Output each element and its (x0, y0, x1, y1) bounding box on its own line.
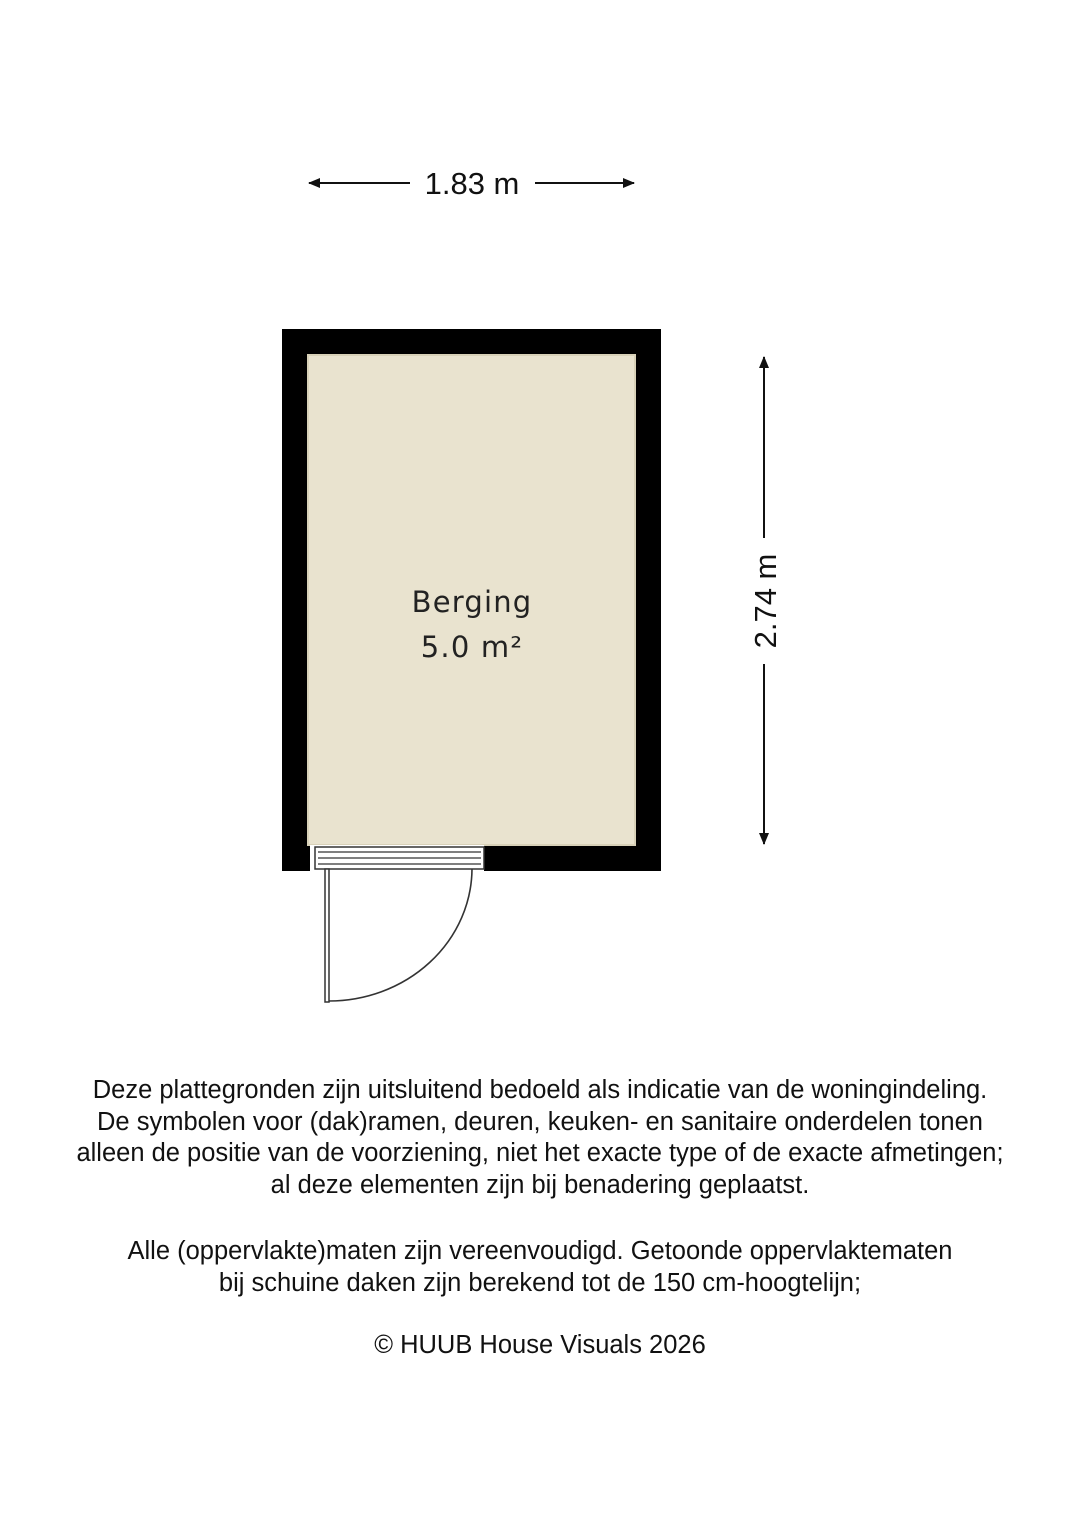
height-dimension-label: 2.74 m (748, 553, 783, 649)
copyright-text: © HUUB House Visuals 2026 (374, 1331, 706, 1359)
disclaimer-paragraph-2 (0, 1236, 1080, 1299)
door-swing-arc (329, 869, 472, 1001)
disclaimer-line: De symbolen voor (dak)ramen, deuren, keuken- en sanitaire onderdelen tonen (97, 1107, 983, 1136)
disclaimer-line: Deze plattegronden zijn uitsluitend bedoeld als indicatie van de woningindeling. (92, 1076, 988, 1104)
height-dimension (748, 357, 783, 844)
disclaimer-line: al deze elementen zijn bij benadering geplaatst. (270, 1170, 810, 1199)
disclaimer-paragraph-1 (0, 1075, 1080, 1201)
width-dimension (309, 166, 634, 201)
room-name: Berging (411, 585, 533, 619)
width-dimension-label: 1.83 m (424, 166, 520, 201)
disclaimer-line: alleen de positie van de voorziening, niet het exacte type of de exacte afmetingen; (76, 1139, 1004, 1167)
door-leaf (325, 869, 329, 1002)
copyright-notice (0, 1330, 1080, 1362)
disclaimer-line: Alle (oppervlakte)maten zijn vereenvoudigd. Getoonde oppervlaktematen (127, 1237, 953, 1265)
room-berging (282, 329, 661, 1002)
room-area: 5.0 m² (420, 630, 524, 664)
disclaimer-line: bij schuine daken zijn berekend tot de 150 cm-hoogtelijn; (218, 1268, 862, 1297)
